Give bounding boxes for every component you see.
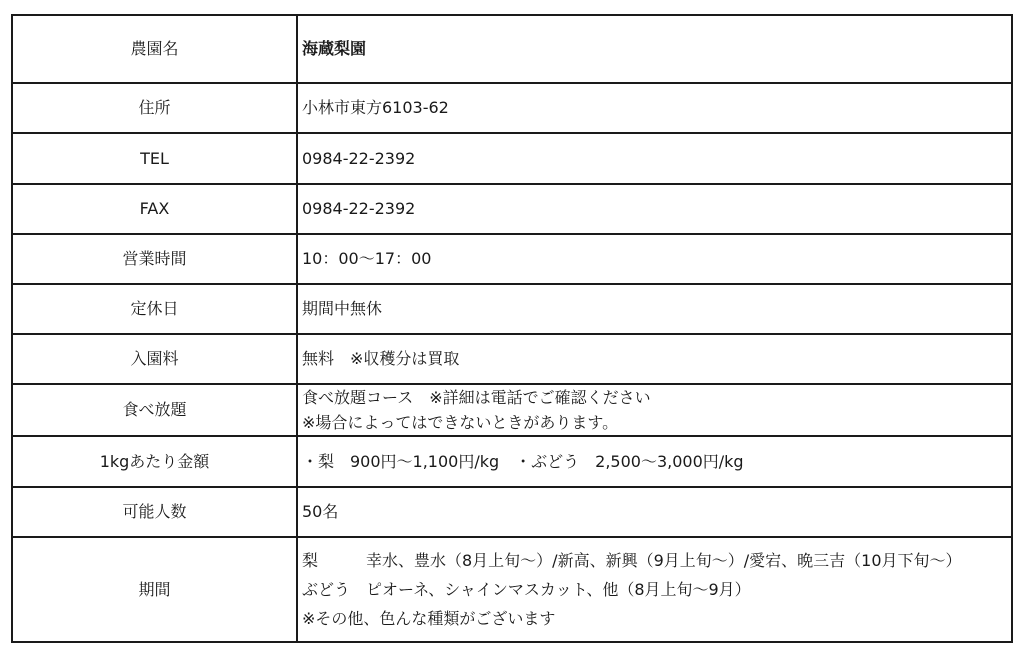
farm-info-table xyxy=(11,14,1013,643)
period-line: ぶどう ピオーネ、シャインマスカット、他（8月上旬～9月） xyxy=(302,580,751,599)
period-line: ※その他、色んな種類がございます xyxy=(302,609,556,628)
admission-value: 無料 ※収穫分は買取 xyxy=(297,334,1012,384)
business-hours-label: 営業時間 xyxy=(12,234,297,284)
closed-days-value: 期間中無休 xyxy=(297,284,1012,334)
farm-name-label: 農園名 xyxy=(12,15,297,83)
tel-label: TEL xyxy=(12,133,297,184)
table-row-business-hours xyxy=(12,234,1012,284)
table-row-farm-name xyxy=(12,15,1012,83)
fax-label: FAX xyxy=(12,184,297,234)
period-label: 期間 xyxy=(12,537,297,642)
address-label: 住所 xyxy=(12,83,297,133)
farm-name-value: 海蔵梨園 xyxy=(297,15,1012,83)
table-row-admission xyxy=(12,334,1012,384)
tel-value: 0984-22-2392 xyxy=(297,133,1012,184)
table-row-period xyxy=(12,537,1012,642)
table-row-address xyxy=(12,83,1012,133)
table-row-price-per-kg xyxy=(12,436,1012,487)
table-row-fax xyxy=(12,184,1012,234)
table-row-closed-days xyxy=(12,284,1012,334)
all-you-can-eat-label: 食べ放題 xyxy=(12,384,297,436)
price-per-kg-label: 1kgあたり金額 xyxy=(12,436,297,487)
all-you-can-eat-line: 食べ放題コース ※詳細は電話でご確認ください xyxy=(302,388,651,407)
table-row-capacity xyxy=(12,487,1012,537)
fax-value: 0984-22-2392 xyxy=(297,184,1012,234)
period-value xyxy=(297,537,1012,642)
price-per-kg-value: ・梨 900円～1,100円/kg ・ぶどう 2,500～3,000円/kg xyxy=(297,436,1012,487)
all-you-can-eat-value xyxy=(297,384,1012,436)
all-you-can-eat-line: ※場合によってはできないときがあります。 xyxy=(302,413,619,432)
capacity-label: 可能人数 xyxy=(12,487,297,537)
capacity-value: 50名 xyxy=(297,487,1012,537)
closed-days-label: 定休日 xyxy=(12,284,297,334)
admission-label: 入園料 xyxy=(12,334,297,384)
period-line: 梨 幸水、豊水（8月上旬～）/新高、新興（9月上旬～）/愛宕、晩三吉（10月下旬～） xyxy=(302,551,962,570)
table-row-all-you-can-eat xyxy=(12,384,1012,436)
table-row-tel xyxy=(12,133,1012,184)
business-hours-value: 10：00～17：00 xyxy=(297,234,1012,284)
address-value: 小林市東方6103-62 xyxy=(297,83,1012,133)
